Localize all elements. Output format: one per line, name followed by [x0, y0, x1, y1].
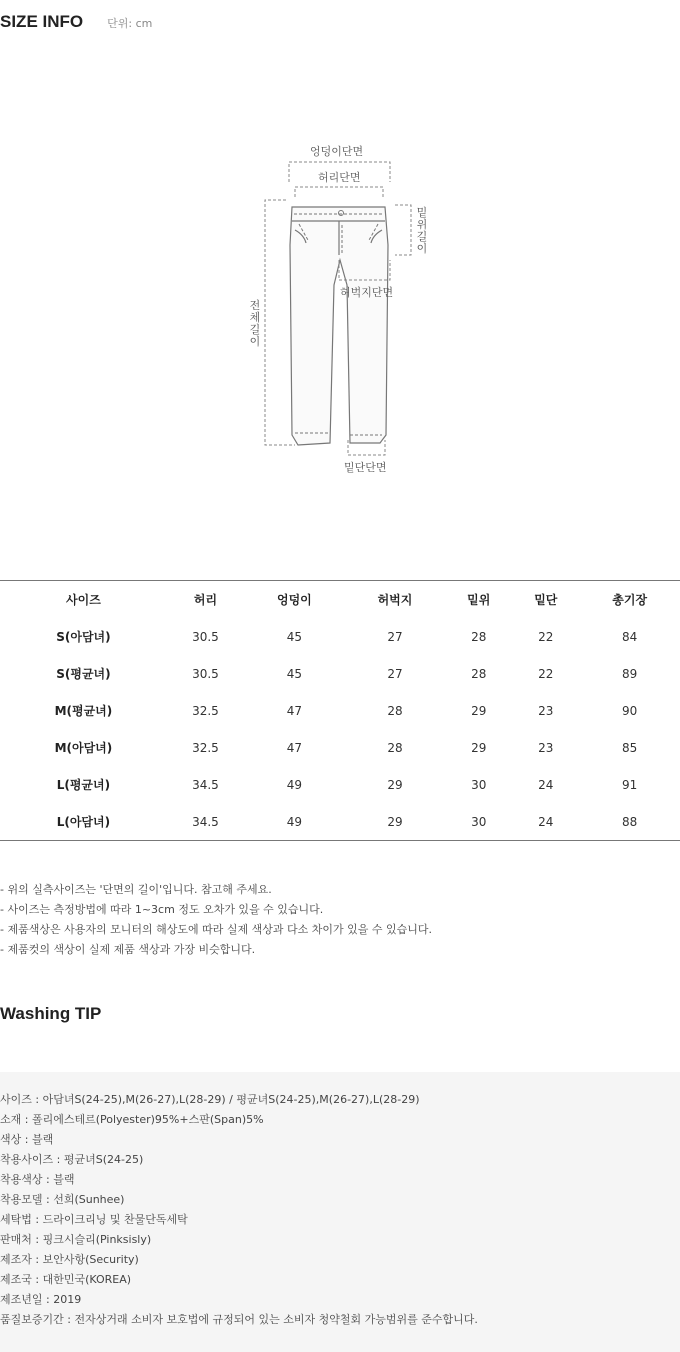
table-cell: 24 [538, 814, 554, 829]
table-cell: 24 [538, 777, 554, 792]
table-row [0, 766, 680, 803]
table-cell: 49 [286, 814, 303, 829]
table-cell: 28 [387, 703, 403, 718]
size-cell: S(평균녀) [56, 667, 111, 681]
spec-item: 착용모델 : 선희(Sunhee) [0, 1193, 125, 1206]
note-item: - 위의 실측사이즈는 '단면의 길이'입니다. 참고해 주세요. [0, 883, 272, 896]
table-cell: 85 [622, 740, 638, 755]
table-row [0, 803, 680, 841]
table-cell: 29 [387, 814, 403, 829]
spec-item: 품질보증기간 : 전자상거래 소비자 보호법에 규정되어 있는 소비자 청약철회 가능범위를 준수합니다. [0, 1313, 478, 1326]
thigh-label: 허벅지단면 [340, 286, 394, 299]
table-cell: 34.5 [192, 777, 219, 792]
table-cell: 30 [471, 777, 487, 792]
size-cell: M(평균녀) [54, 704, 113, 718]
size-info-header [0, 12, 152, 36]
table-header-row [0, 581, 680, 619]
table-cell: 22 [538, 666, 554, 681]
table-cell: 30.5 [192, 666, 219, 681]
size-cell: L(평균녀) [56, 778, 111, 792]
col-header: 밑위 [467, 593, 491, 607]
table-cell: 27 [387, 629, 403, 644]
table-cell: 45 [286, 629, 303, 644]
note-item: - 사이즈는 측정방법에 따라 1~3cm 정도 오차가 있을 수 있습니다. [0, 903, 324, 916]
hip-label: 엉덩이단면 [310, 145, 364, 158]
unit-label: 단위: cm [107, 17, 153, 30]
table-cell: 30.5 [192, 629, 219, 644]
size-cell: S(아담녀) [56, 630, 111, 644]
table-cell: 28 [471, 629, 487, 644]
size-cell: L(아담녀) [56, 815, 111, 829]
table-cell: 84 [622, 629, 638, 644]
spec-item: 세탁법 : 드라이크리닝 및 찬물단독세탁 [0, 1213, 188, 1226]
size-info-title: SIZE INFO [0, 12, 84, 31]
spec-item: 제조자 : 보안사항(Security) [0, 1253, 139, 1266]
table-cell: 27 [387, 666, 403, 681]
length-label: 전체길이 [249, 299, 261, 348]
col-header: 총기장 [612, 593, 648, 607]
pants-illustration [230, 135, 450, 485]
spec-item: 색상 : 블랙 [0, 1133, 54, 1146]
table-cell: 90 [622, 703, 638, 718]
col-header: 사이즈 [66, 593, 101, 607]
washing-tip-title: Washing TIP [0, 1004, 102, 1023]
spec-item: 판매처 : 핑크시슬리(Pinksisly) [0, 1233, 152, 1246]
table-cell: 34.5 [192, 814, 219, 829]
table-cell: 32.5 [192, 703, 219, 718]
waist-label: 허리단면 [318, 171, 361, 184]
col-header: 밑단 [534, 593, 558, 607]
table-row [0, 692, 680, 729]
table-cell: 28 [387, 740, 403, 755]
spec-item: 착용사이즈 : 평균녀S(24-25) [0, 1153, 144, 1166]
table-row [0, 655, 680, 692]
hem-label: 밑단단면 [344, 461, 387, 474]
table-cell: 47 [286, 703, 303, 718]
table-row [0, 618, 680, 655]
spec-item: 제조년일 : 2019 [0, 1293, 82, 1306]
table-cell: 22 [538, 629, 554, 644]
table-cell: 23 [538, 703, 554, 718]
table-cell: 32.5 [192, 740, 219, 755]
rise-label: 밑위길이 [416, 206, 428, 255]
table-cell: 23 [538, 740, 554, 755]
table-cell: 30 [471, 814, 487, 829]
spec-item: 착용색상 : 블랙 [0, 1173, 75, 1186]
spec-item: 제조국 : 대한민국(KOREA) [0, 1273, 132, 1286]
table-cell: 88 [622, 814, 638, 829]
table-row [0, 729, 680, 766]
table-cell: 28 [471, 666, 487, 681]
col-header: 허벅지 [377, 593, 413, 607]
table-cell: 49 [286, 777, 303, 792]
table-cell: 29 [387, 777, 403, 792]
note-item: - 제품컷의 색상이 실제 제품 색상과 가장 비슷합니다. [0, 943, 256, 956]
size-cell: M(아담녀) [54, 741, 113, 755]
spec-item: 사이즈 : 아담녀S(24-25),M(26-27),L(28-29) / 평균녀S(24-25),M(26-27),L(28-29) [0, 1093, 420, 1106]
table-cell: 91 [622, 777, 638, 792]
size-table [0, 580, 680, 841]
size-notes [0, 880, 432, 960]
product-specs-box [0, 1072, 680, 1352]
table-cell: 89 [622, 666, 638, 681]
col-header: 엉덩이 [276, 593, 312, 607]
pants-measurement-diagram [230, 135, 450, 485]
table-cell: 47 [286, 740, 303, 755]
col-header: 허리 [193, 593, 218, 607]
note-item: - 제품색상은 사용자의 모니터의 해상도에 따라 실제 색상과 다소 차이가 있을 수 있습니다. [0, 923, 432, 936]
spec-item: 소재 : 폴리에스테르(Polyester)95%+스판(Span)5% [0, 1113, 264, 1126]
table-cell: 29 [471, 740, 487, 755]
table-cell: 29 [471, 703, 487, 718]
table-cell: 45 [286, 666, 303, 681]
